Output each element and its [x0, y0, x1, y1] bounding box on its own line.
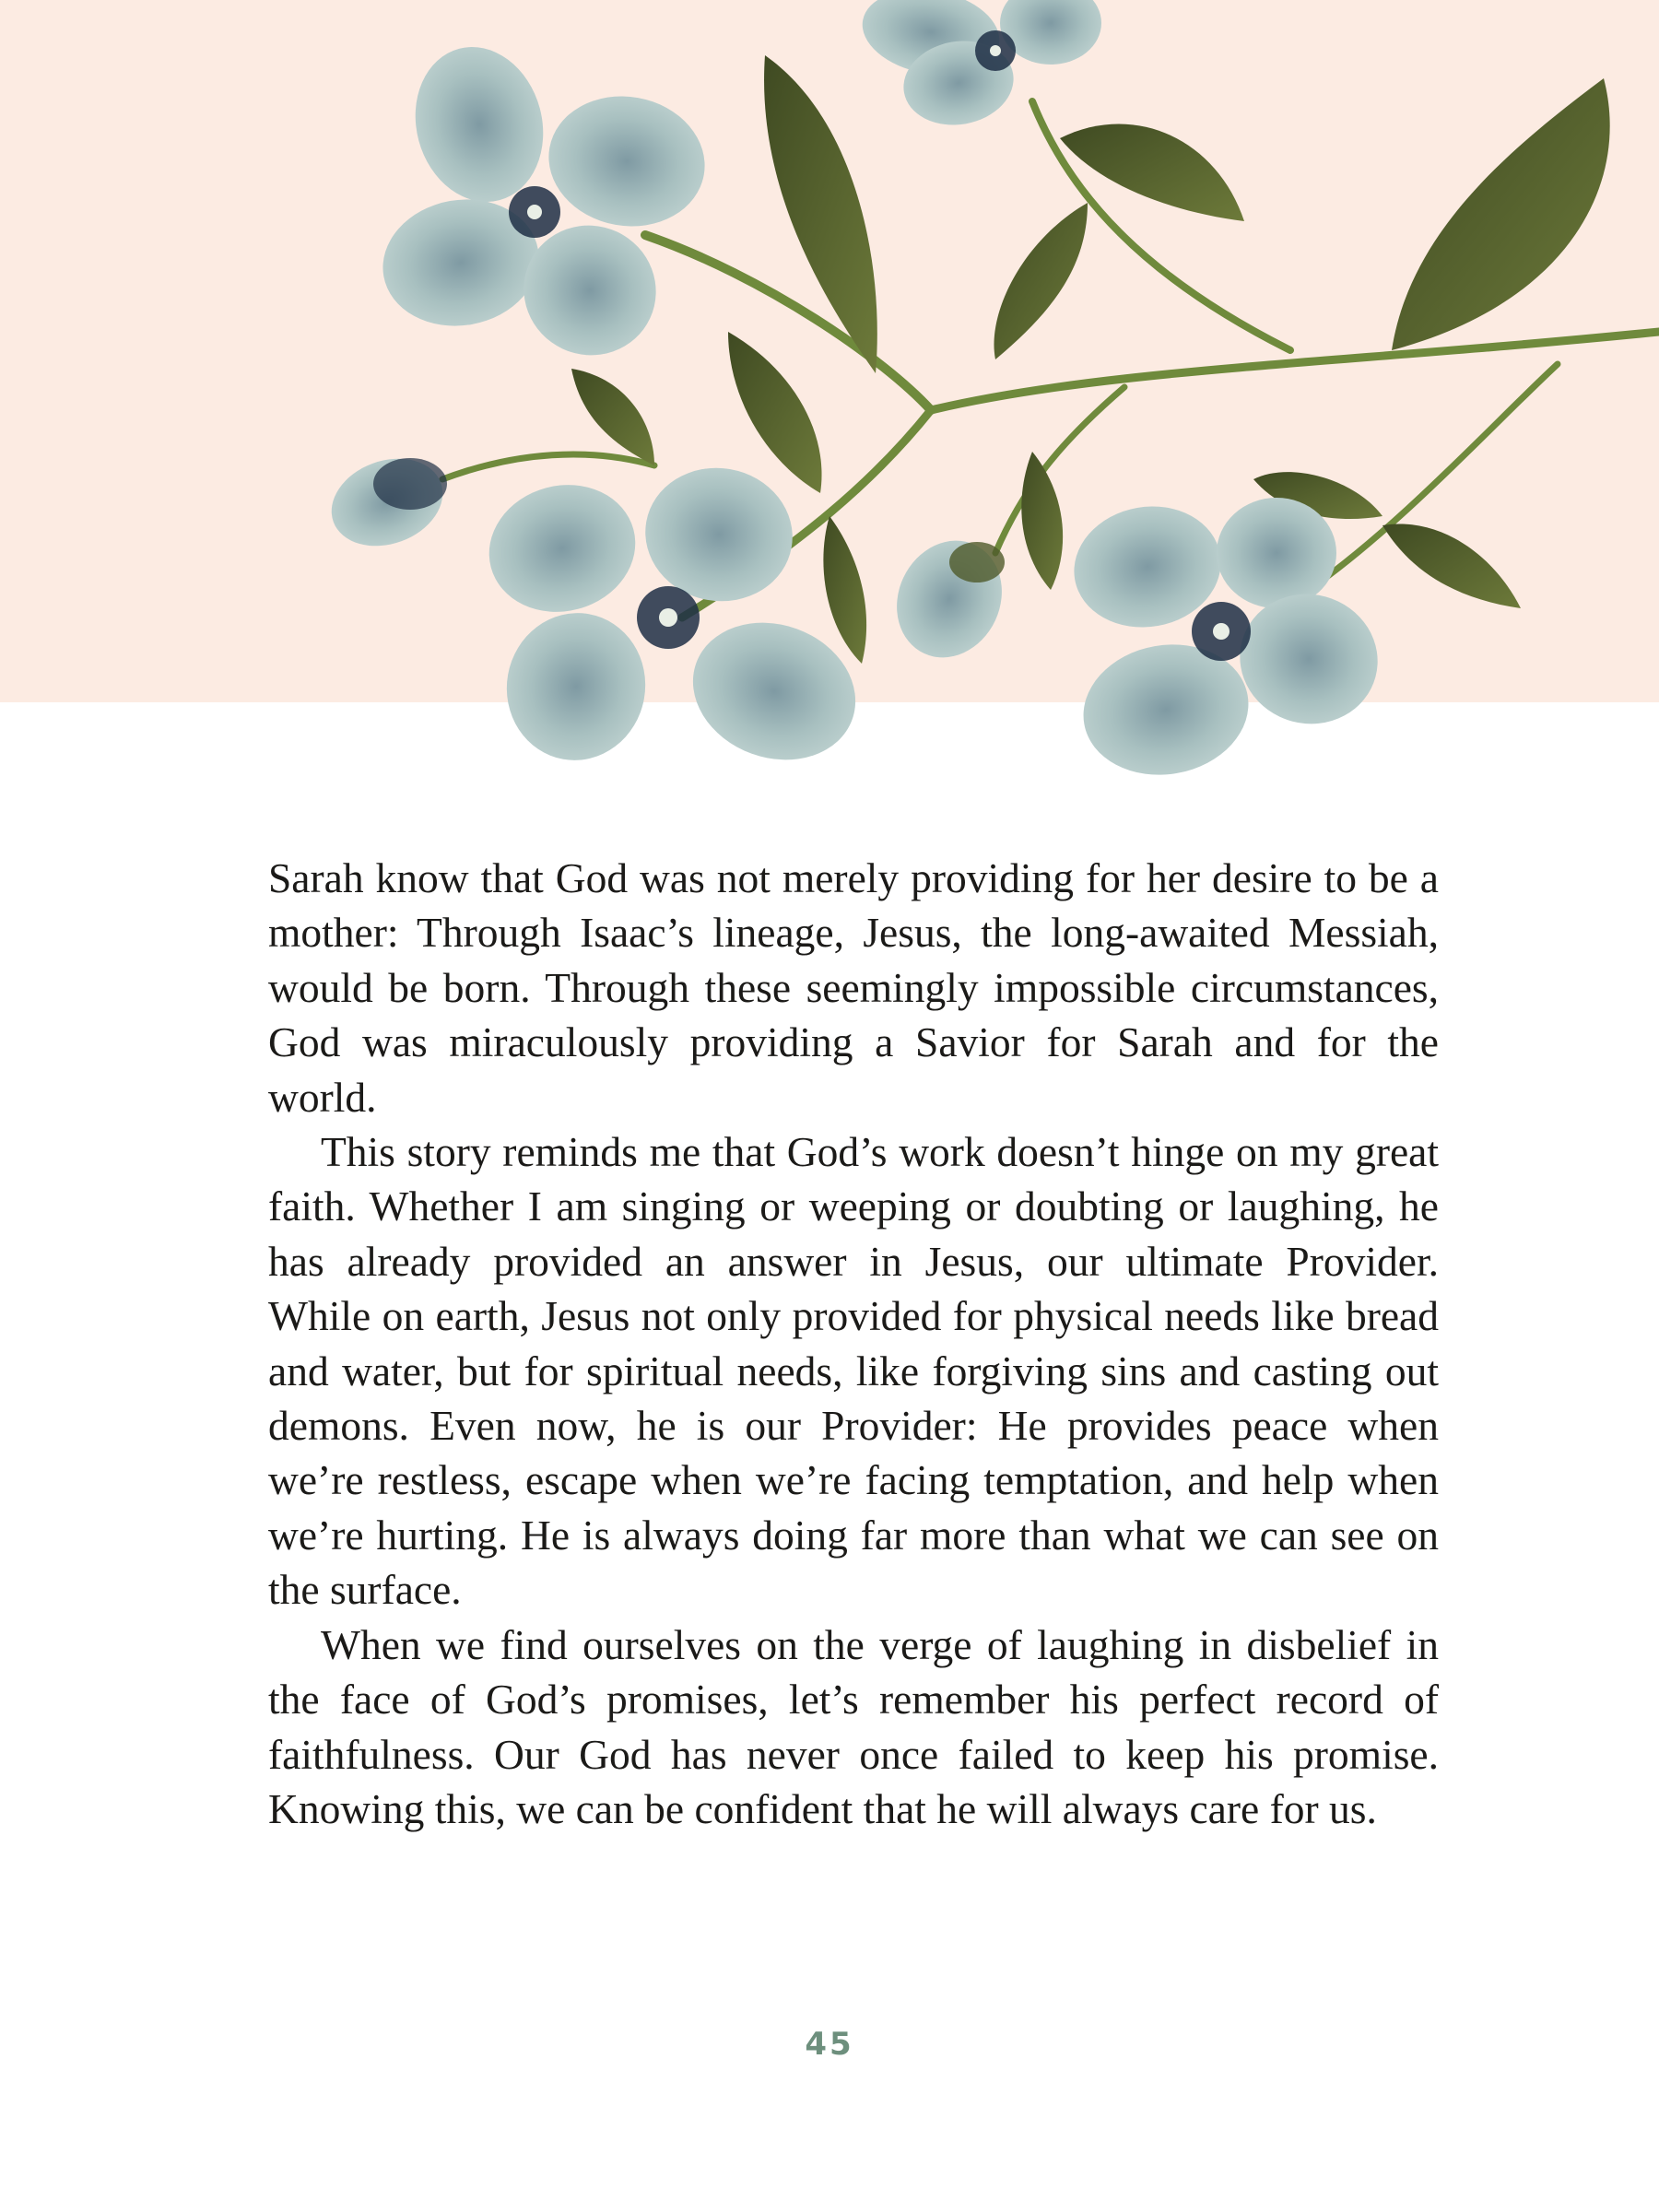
paragraph-2: This story reminds me that God’s work doesn’t hinge on my great faith. Whether I am singing or weeping or doubting or laughing, he has already provided an answer in Jesus, our ultimate Provider. While on earth, Jesus not only provided for physical needs like bread and water, but for spiritual needs, like forgiving sins and casting out demons. Even now, he is our Provider: He provides peace when we’re restless, escape when we’re facing temptation, and help when we’re hurting. He is always doing far more than what we can see on the surface. — [268, 1128, 1439, 1614]
watercolor-flower-illustration — [0, 0, 1659, 793]
flower-bud-left — [319, 444, 454, 561]
flower-top-left — [372, 32, 714, 377]
flower-right — [1065, 495, 1393, 787]
flower-top-center — [855, 0, 1101, 134]
body-text — [268, 851, 1439, 1836]
flower-center — [475, 456, 875, 782]
paragraph-1: Sarah know that God was not merely providing for her desire to be a mother: Through Isaac’s lineage, Jesus, the long-awaited Messiah, would be born. Through these seemingly impossible circumstances, God was miraculously providing a Savior for Sarah and for the world. — [268, 854, 1439, 1121]
paragraph-3: When we find ourselves on the verge of laughing in disbelief in the face of God’s promises, let’s remember his perfect record of faithfulness. Our God has never once failed to keep his promise. Knowing this, we can be confident that he will always care for us. — [268, 1620, 1439, 1832]
page-number: 45 — [805, 2026, 854, 2063]
